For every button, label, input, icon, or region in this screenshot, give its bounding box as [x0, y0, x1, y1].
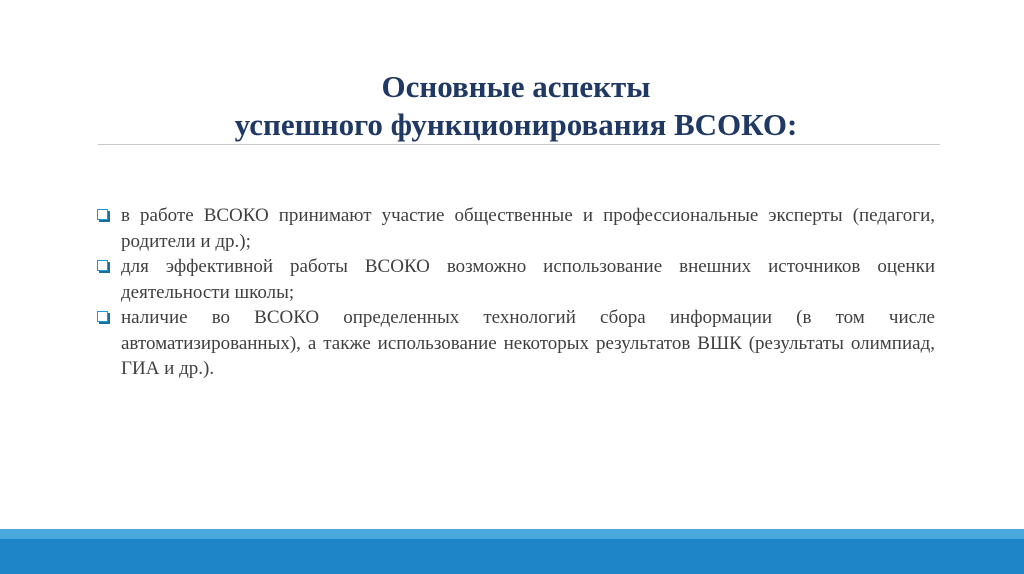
checkbox-square-icon — [97, 260, 108, 271]
bullet-item — [95, 254, 935, 305]
title-line-1: Основные аспекты — [381, 69, 651, 104]
footer-bar-accent — [0, 529, 1024, 539]
title-divider — [98, 144, 940, 145]
bullet-text: для эффективной работы ВСОКО возможно использование внешних источников оценки деятельности школы; — [121, 256, 935, 303]
slide-title — [0, 68, 1024, 144]
bullet-text: в работе ВСОКО принимают участие общественные и профессиональные эксперты (педагоги, родители и др.); — [121, 205, 935, 252]
checkbox-square-icon — [97, 209, 108, 220]
bullet-item — [95, 203, 935, 254]
bullet-text: наличие во ВСОКО определенных технологий сбора информации (в том числе автоматизированных), а также использование некоторых результатов ВШК (результаты олимпиад, ГИА и др.). — [121, 307, 935, 379]
bullet-list — [95, 203, 935, 382]
bullet-item — [95, 305, 935, 382]
title-line-2: успешного функционирования ВСОКО: — [234, 107, 798, 142]
footer-bar — [0, 539, 1024, 574]
checkbox-square-icon — [97, 311, 108, 322]
